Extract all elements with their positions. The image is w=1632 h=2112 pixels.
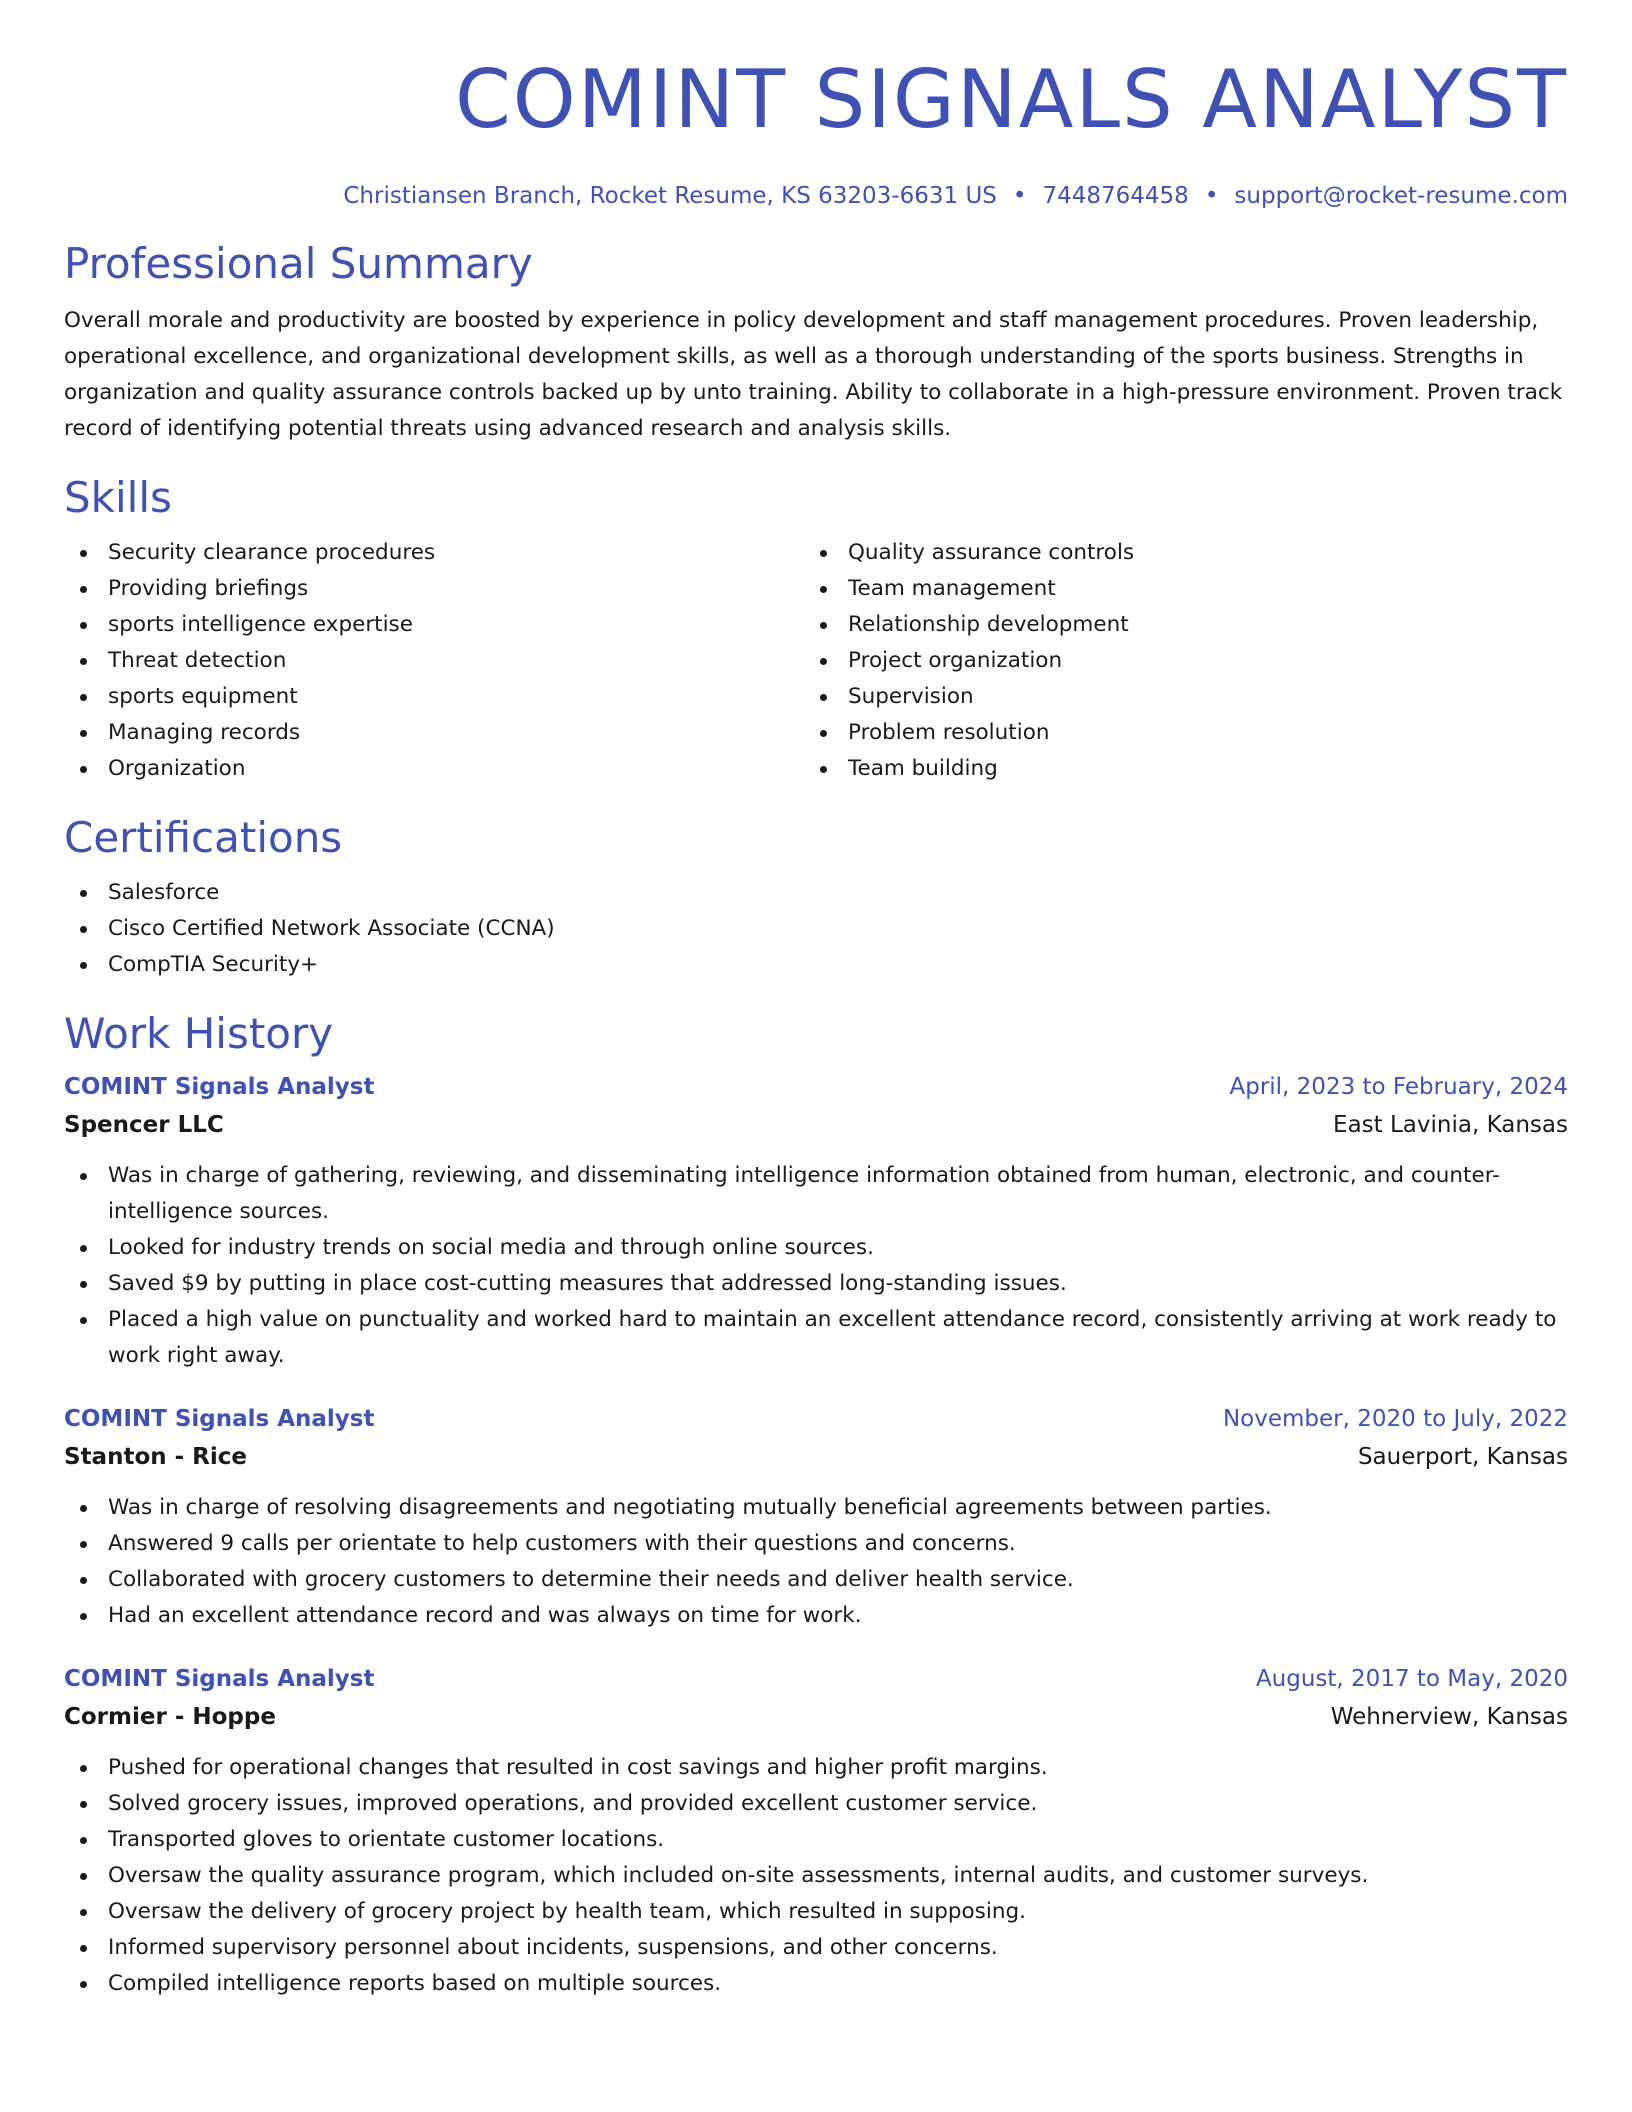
job-bullets: [64, 1490, 1568, 1634]
job-bullet: Was in charge of resolving disagreements and negotiating mutually beneficial agreements between parties.: [64, 1490, 1568, 1526]
job-bullet: Saved $9 by putting in place cost-cutting measures that addressed long-standing issues.: [64, 1266, 1568, 1302]
skill-item: Team management: [804, 571, 1544, 607]
job-bullet: Oversaw the quality assurance program, which included on-site assessments, internal audits, and customer surveys.: [64, 1858, 1568, 1894]
job-location: Wehnerview, Kansas: [1330, 1704, 1568, 1730]
summary-section: [0, 238, 1632, 447]
job-bullet: Transported gloves to orientate customer locations.: [64, 1822, 1568, 1858]
skill-item: Relationship development: [804, 607, 1544, 643]
skill-item: sports equipment: [64, 679, 804, 715]
job-company-row: [64, 1106, 1568, 1144]
job-bullet: Collaborated with grocery customers to determine their needs and deliver health service.: [64, 1562, 1568, 1598]
job-dates: August, 2017 to May, 2020: [1255, 1666, 1568, 1692]
separator: •: [1204, 183, 1219, 209]
section-title-certifications: Certifications: [64, 813, 343, 862]
resume-header: [0, 0, 1632, 211]
job-dates: November, 2020 to July, 2022: [1222, 1406, 1568, 1432]
job-bullets: [64, 1750, 1568, 2002]
section-title-work-history: Work History: [64, 1009, 334, 1058]
job-company: Cormier - Hoppe: [64, 1704, 276, 1730]
address: Christiansen Branch, Rocket Resume, KS 63203-6631 US: [343, 183, 997, 209]
contact-line: [64, 181, 1568, 211]
skill-item: Problem resolution: [804, 715, 1544, 751]
certifications-section: [0, 812, 1632, 983]
work-history-section: [0, 1008, 1632, 2002]
summary-text: Overall morale and productivity are boosted by experience in policy development and staff management procedures. Proven leadership, operational excellence, and organizational development skills, as well as a thorough understanding of the sports business. Strengths in organization and quality assurance controls backed up by unto training. Ability to collaborate in a high-pressure environment. Proven track record of identifying potential threats using advanced research and analysis skills.: [64, 308, 1563, 441]
section-title-summary: Professional Summary: [64, 239, 533, 288]
job-company: Spencer LLC: [64, 1112, 224, 1138]
job-bullet: Looked for industry trends on social media and through online sources.: [64, 1230, 1568, 1266]
candidate-name: COMINT SIGNALS ANALYST: [454, 53, 1568, 146]
job-dates: April, 2023 to February, 2024: [1229, 1074, 1568, 1100]
job-bullet: Placed a high value on punctuality and worked hard to maintain an excellent attendance record, consistently arriving at work ready to work right away.: [64, 1302, 1568, 1374]
skills-section: [0, 472, 1632, 787]
job-header-row: [64, 1660, 1568, 1698]
job-header-row: [64, 1400, 1568, 1438]
job-bullets: [64, 1158, 1568, 1374]
skill-item: Team building: [804, 751, 1544, 787]
certifications-list: [64, 875, 1568, 983]
job-bullet: Oversaw the delivery of grocery project by health team, which resulted in supposing.: [64, 1894, 1568, 1930]
skill-item: Supervision: [804, 679, 1544, 715]
job-bullet: Pushed for operational changes that resulted in cost savings and higher profit margins.: [64, 1750, 1568, 1786]
skill-item: Threat detection: [64, 643, 804, 679]
skill-item: Security clearance procedures: [64, 535, 804, 571]
job-location: Sauerport, Kansas: [1357, 1444, 1568, 1470]
skills-list-right: [804, 535, 1544, 787]
job-title: COMINT Signals Analyst: [64, 1074, 375, 1100]
skill-item: sports intelligence expertise: [64, 607, 804, 643]
job-location: East Lavinia, Kansas: [1333, 1112, 1568, 1138]
job-company-row: [64, 1438, 1568, 1476]
job-entry: [64, 1660, 1568, 2002]
skills-grid: [64, 535, 1568, 787]
certification-item: Salesforce: [64, 875, 1568, 911]
job-bullet: Answered 9 calls per orientate to help customers with their questions and concerns.: [64, 1526, 1568, 1562]
separator: •: [1012, 183, 1027, 209]
job-company: Stanton - Rice: [64, 1444, 248, 1470]
job-entry: [64, 1068, 1568, 1374]
phone: 7448764458: [1042, 183, 1189, 209]
job-entry: [64, 1400, 1568, 1634]
job-bullet: Compiled intelligence reports based on multiple sources.: [64, 1966, 1568, 2002]
certification-item: Cisco Certified Network Associate (CCNA): [64, 911, 1568, 947]
skill-item: Providing briefings: [64, 571, 804, 607]
job-title: COMINT Signals Analyst: [64, 1406, 375, 1432]
skill-item: Project organization: [804, 643, 1544, 679]
job-bullet: Solved grocery issues, improved operations, and provided excellent customer service.: [64, 1786, 1568, 1822]
job-bullet: Was in charge of gathering, reviewing, and disseminating intelligence information obtained from human, electronic, and counter-intelligence sources.: [64, 1158, 1568, 1230]
job-header-row: [64, 1068, 1568, 1106]
job-company-row: [64, 1698, 1568, 1736]
job-bullet: Informed supervisory personnel about incidents, suspensions, and other concerns.: [64, 1930, 1568, 1966]
skill-item: Organization: [64, 751, 804, 787]
skill-item: Managing records: [64, 715, 804, 751]
email: support@rocket-resume.com: [1234, 183, 1568, 209]
certification-item: CompTIA Security+: [64, 947, 1568, 983]
section-title-skills: Skills: [64, 473, 172, 522]
job-bullet: Had an excellent attendance record and was always on time for work.: [64, 1598, 1568, 1634]
skills-list-left: [64, 535, 804, 787]
job-title: COMINT Signals Analyst: [64, 1666, 375, 1692]
skill-item: Quality assurance controls: [804, 535, 1544, 571]
